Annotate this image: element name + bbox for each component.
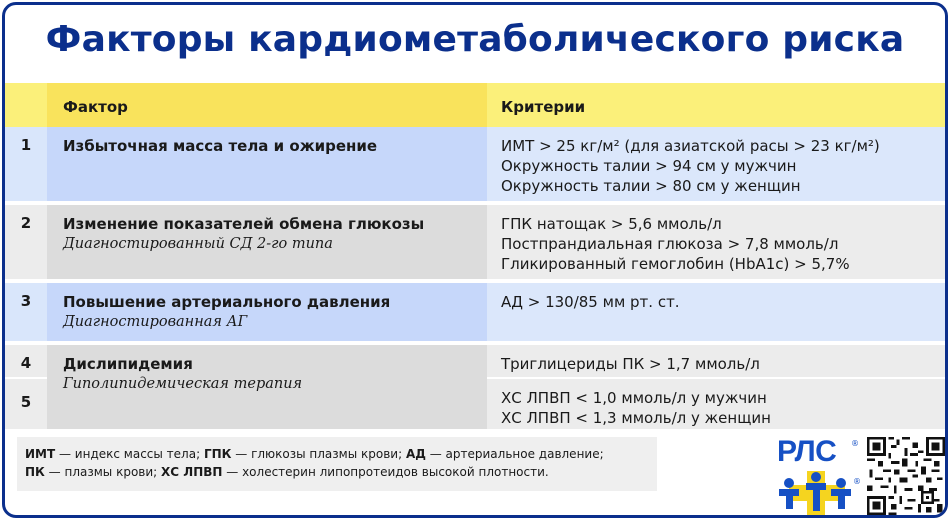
registered-mark-small: ® <box>853 477 861 486</box>
criteria-line: Триглицериды ПК > 1,7 ммоль/л <box>501 355 760 373</box>
criteria-line: АД > 130/85 мм рт. ст. <box>501 293 680 311</box>
factor-subtitle: Диагностированный СД 2-го типа <box>63 236 333 252</box>
registered-mark: ® <box>851 439 859 448</box>
row-number: 5 <box>5 379 47 429</box>
footnote-abbr: ПК <box>25 465 45 479</box>
criteria-line: ХС ЛПВП < 1,0 ммоль/л у мужчин <box>501 389 767 407</box>
footnote-abbr: ХС ЛПВП <box>161 465 223 479</box>
table-row <box>5 127 945 201</box>
footnote-abbr: АД <box>405 447 426 461</box>
infographic-frame <box>2 2 948 518</box>
criteria-cell <box>487 283 945 341</box>
row-number: 2 <box>5 205 47 279</box>
row-number: 3 <box>5 283 47 341</box>
row-number: 4 <box>5 345 47 377</box>
table-header-row <box>5 83 945 127</box>
footnote-text: — глюкозы плазмы крови; <box>231 447 406 461</box>
footnote-text: — артериальное давление; <box>425 447 604 461</box>
footnote-text: — плазмы крови; <box>44 465 162 479</box>
factor-cell <box>47 345 487 429</box>
table-row <box>5 283 945 341</box>
abbreviations-footnote <box>17 437 657 491</box>
criteria-line: Окружность талии > 94 см у мужчин <box>501 157 797 175</box>
page-title: Факторы кардиометаболического риска <box>45 19 905 60</box>
footnote-line <box>25 445 649 463</box>
risk-factors-table <box>5 83 945 429</box>
header-factor: Фактор <box>47 83 487 127</box>
footnote-text: — индекс массы тела; <box>55 447 204 461</box>
criteria-cell <box>487 205 945 279</box>
logo-text: РЛС <box>777 435 837 468</box>
row-number: 1 <box>5 127 47 201</box>
header-num <box>5 83 47 127</box>
footnote-abbr: ГПК <box>203 447 232 461</box>
footnote-abbr: ИМТ <box>25 447 56 461</box>
criteria-line: ХС ЛПВП < 1,3 ммоль/л у женщин <box>501 409 771 427</box>
footnote-text: — холестерин липопротеидов высокой плотности. <box>222 465 549 479</box>
factor-cell <box>47 205 487 279</box>
factor-name: Дислипидемия <box>63 355 193 373</box>
criteria-cell <box>487 379 945 429</box>
criteria-cell <box>487 345 945 377</box>
table-row-group <box>5 345 945 429</box>
qr-code-icon <box>867 437 945 515</box>
criteria-cell <box>487 127 945 201</box>
header-criteria: Критерии <box>487 83 945 127</box>
factor-subtitle: Диагностированная АГ <box>63 314 248 330</box>
factor-subtitle: Гиполипидемическая терапия <box>63 376 303 392</box>
factor-cell <box>47 127 487 201</box>
factor-name: Изменение показателей обмена глюкозы <box>63 215 425 233</box>
factor-name: Избыточная масса тела и ожирение <box>63 137 378 155</box>
criteria-line: Окружность талии > 80 см у женщин <box>501 177 801 195</box>
criteria-line: Постпрандиальная глюкоза > 7,8 ммоль/л <box>501 235 839 253</box>
factor-cell <box>47 283 487 341</box>
rls-logo <box>777 435 861 515</box>
factor-name: Повышение артериального давления <box>63 293 391 311</box>
criteria-line: ИМТ > 25 кг/м² (для азиатской расы > 23 кг/м²) <box>501 137 880 155</box>
criteria-line: Гликированный гемоглобин (HbA1c) > 5,7% <box>501 255 850 273</box>
rls-cross-logo-icon <box>777 469 857 517</box>
criteria-line: ГПК натощак > 5,6 ммоль/л <box>501 215 722 233</box>
footnote-line <box>25 463 649 481</box>
table-row <box>5 205 945 279</box>
